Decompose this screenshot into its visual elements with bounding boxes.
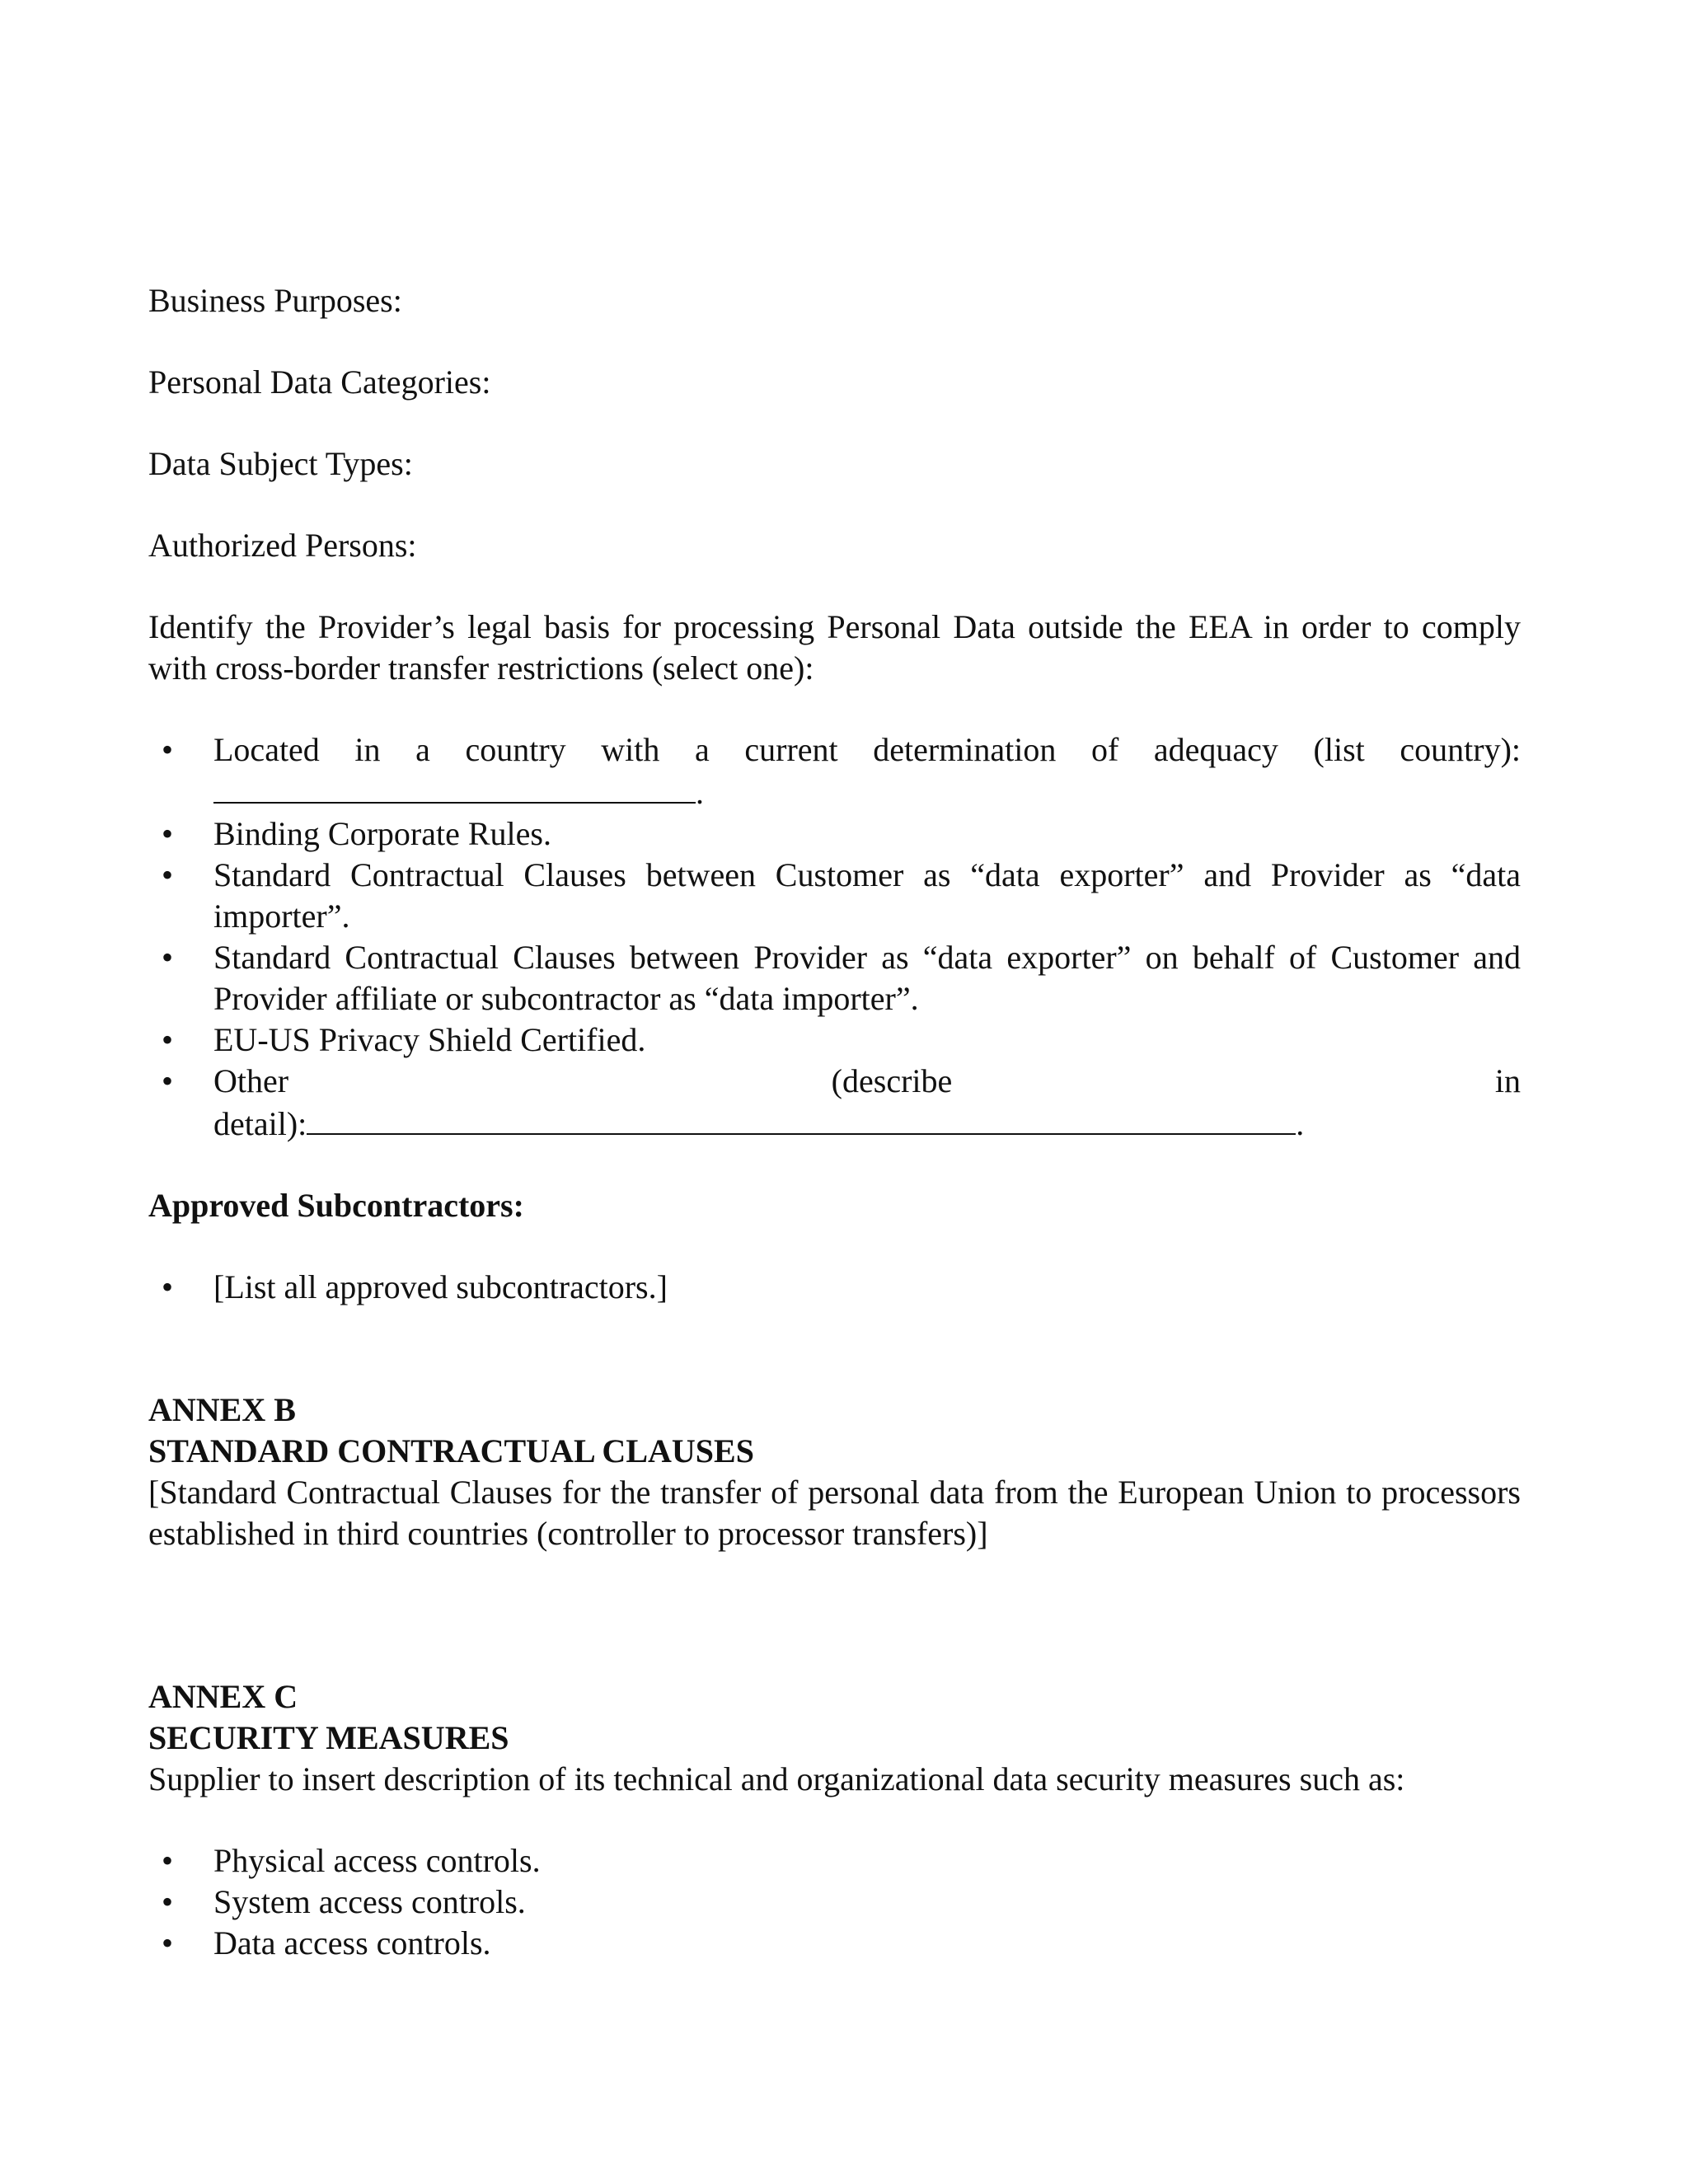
annex-b-section bbox=[148, 1390, 1521, 1554]
option-adequacy bbox=[148, 729, 1521, 813]
detail-blank-line bbox=[307, 1102, 1296, 1135]
option-other-first-line bbox=[213, 1061, 1521, 1102]
option-other-word: Other bbox=[213, 1062, 289, 1099]
bullet-icon: • bbox=[162, 815, 174, 852]
annex-b-title: STANDARD CONTRACTUAL CLAUSES bbox=[148, 1432, 754, 1469]
subcontractors-list bbox=[148, 1267, 1521, 1308]
annex-b-label: ANNEX B bbox=[148, 1391, 296, 1428]
bullet-icon: • bbox=[162, 1062, 174, 1099]
bullet-icon: • bbox=[162, 1021, 174, 1058]
option-bcr-text: Binding Corporate Rules. bbox=[213, 815, 551, 852]
period: . bbox=[1296, 1105, 1305, 1142]
list-item bbox=[148, 1267, 1521, 1308]
option-adequacy-text: Located in a country with a current determination of adequacy (list country): bbox=[213, 731, 1521, 768]
security-measure-item: Data access controls. bbox=[213, 1924, 491, 1961]
annex-b-body: [Standard Contractual Clauses for the transfer of personal data from the European Union to processors established in third countries (controller to processor transfers)] bbox=[148, 1474, 1521, 1552]
security-measures-list bbox=[148, 1840, 1521, 1964]
annex-c-title: SECURITY MEASURES bbox=[148, 1719, 509, 1756]
legal-basis-intro: Identify the Provider’s legal basis for processing Personal Data outside the EEA in order to comply with cross-border transfer restrictions (select one): bbox=[148, 608, 1521, 687]
period: . bbox=[696, 774, 704, 811]
option-scc-customer-text: Standard Contractual Clauses between Customer as “data exporter” and Provider as “data importer”. bbox=[213, 856, 1521, 935]
option-privacy-shield bbox=[148, 1019, 1521, 1061]
security-measure-item: System access controls. bbox=[213, 1883, 526, 1920]
bullet-icon: • bbox=[162, 731, 174, 768]
bullet-icon: • bbox=[162, 1268, 174, 1305]
bullet-icon: • bbox=[162, 1883, 174, 1920]
annex-c-label: ANNEX C bbox=[148, 1678, 298, 1715]
personal-data-categories-label: Personal Data Categories: bbox=[148, 363, 491, 401]
country-blank-line bbox=[213, 771, 696, 804]
option-scc-provider bbox=[148, 937, 1521, 1019]
option-scc-customer bbox=[148, 855, 1521, 937]
bullet-icon: • bbox=[162, 1842, 174, 1879]
legal-basis-options bbox=[148, 729, 1521, 1145]
bullet-icon: • bbox=[162, 856, 174, 893]
option-other-in: in bbox=[1494, 1062, 1521, 1099]
option-privacy-shield-text: EU-US Privacy Shield Certified. bbox=[213, 1021, 646, 1058]
annex-c-section bbox=[148, 1676, 1521, 1964]
authorized-persons-label: Authorized Persons: bbox=[148, 527, 417, 564]
list-item bbox=[148, 1923, 1521, 1964]
data-subject-types-label: Data Subject Types: bbox=[148, 445, 413, 482]
business-purposes-label: Business Purposes: bbox=[148, 282, 402, 319]
list-item bbox=[148, 1882, 1521, 1923]
option-other-detail: detail): bbox=[213, 1105, 307, 1142]
option-other-second-line bbox=[213, 1102, 1521, 1145]
security-measure-item: Physical access controls. bbox=[213, 1842, 541, 1879]
annex-c-body: Supplier to insert description of its technical and organizational data security measures such as: bbox=[148, 1760, 1405, 1797]
option-other bbox=[148, 1061, 1521, 1145]
bullet-icon: • bbox=[162, 939, 174, 976]
option-other-describe: (describe bbox=[831, 1062, 953, 1099]
subcontractor-placeholder: [List all approved subcontractors.] bbox=[213, 1268, 668, 1305]
document-page bbox=[148, 280, 1521, 2004]
approved-subcontractors-heading: Approved Subcontractors: bbox=[148, 1187, 524, 1224]
option-bcr bbox=[148, 813, 1521, 855]
list-item bbox=[148, 1840, 1521, 1882]
bullet-icon: • bbox=[162, 1924, 174, 1961]
option-scc-provider-text: Standard Contractual Clauses between Provider as “data exporter” on behalf of Customer and Provider affiliate or subcontractor as “data importer”. bbox=[213, 939, 1521, 1017]
